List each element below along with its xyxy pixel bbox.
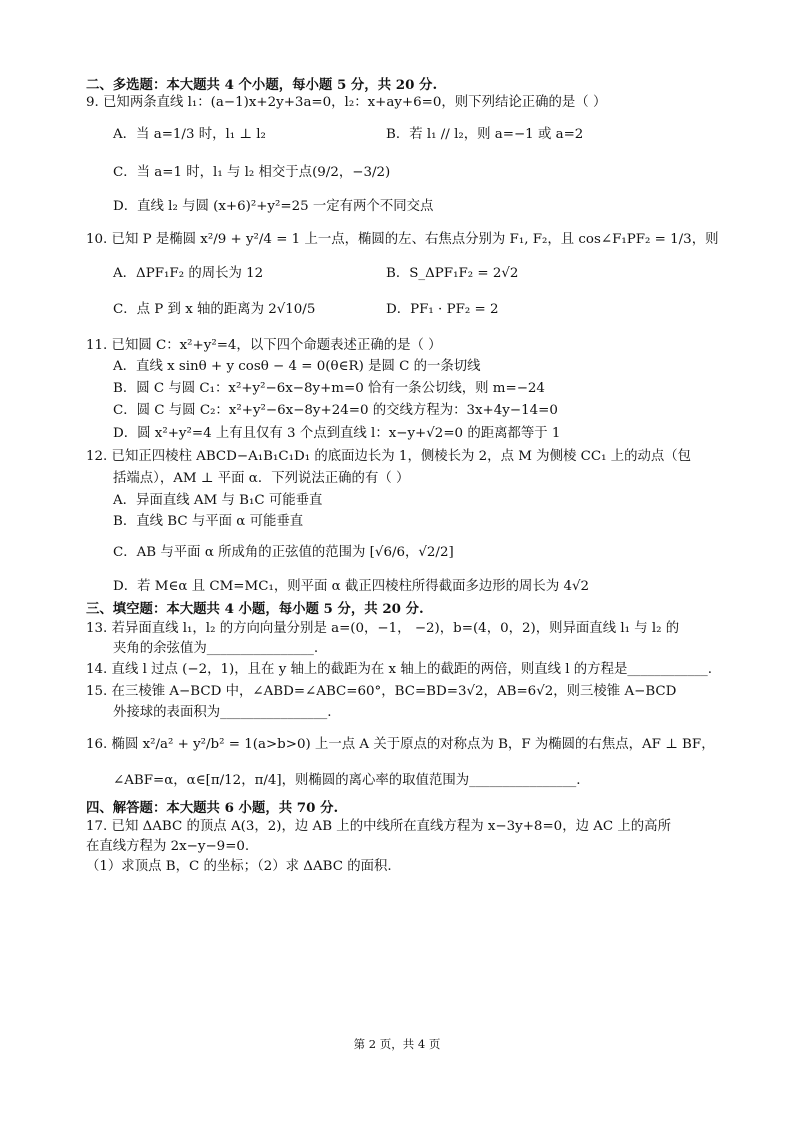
section-solve-heading: 四、解答题：本大题共 6 小题，共 70 分.	[86, 800, 339, 816]
q10-option-a: A．ΔPF₁F₂ 的周长为 12	[113, 266, 264, 281]
section-fill-heading: 三、填空题：本大题共 4 小题，每小题 5 分，共 20 分.	[86, 601, 424, 617]
q12-stem-line1: 12. 已知正四棱柱 ABCD−A₁B₁C₁D₁ 的底面边长为 1，侧棱长为 2，点 M 为侧棱 CC₁ 上的动点（包	[86, 449, 692, 464]
q11-option-c: C．圆 C 与圆 C₂：x²+y²−6x−8y+24=0 的交线方程为：3x+4y−14=0	[113, 403, 558, 418]
section-multi-choice-heading: 二、多选题：本大题共 4 个小题，每小题 5 分，共 20 分.	[86, 77, 438, 93]
q12-stem-line2: 括端点），AM ⊥ 平面 α．下列说法正确的有（ ）	[113, 471, 410, 486]
q17-line3: （1）求顶点 B，C 的坐标；（2）求 ΔABC 的面积.	[86, 859, 392, 874]
q16-line2: ∠ABF=α，α∈[π/12，π/4]，则椭圆的离心率的取值范围为________________.	[113, 773, 581, 788]
q15-line2: 外接球的表面积为________________.	[113, 705, 332, 720]
q11-option-b: B．圆 C 与圆 C₁：x²+y²−6x−8y+m=0 恰有一条公切线，则 m=−24	[113, 381, 545, 396]
q11-option-d: D．圆 x²+y²=4 上有且仅有 3 个点到直线 l：x−y+√2=0 的距离都等于 1	[113, 426, 561, 441]
q9-option-b: B．若 l₁ // l₂，则 a=−1 或 a=2	[386, 127, 584, 142]
q15-line1: 15. 在三棱锥 A−BCD 中，∠ABD=∠ABC=60°，BC=BD=3√2，AB=6√2，则三棱锥 A−BCD	[86, 684, 677, 699]
q12-option-c: C．AB 与平面 α 所成角的正弦值的范围为 [√6/6，√2/2]	[113, 545, 454, 560]
q11-option-a: A．直线 x sinθ + y cosθ − 4 = 0(θ∈R) 是圆 C 的一条切线	[113, 359, 481, 374]
q10-option-d: D．PF₁ · PF₂ = 2	[386, 302, 499, 317]
q13-line1: 13. 若异面直线 l₁，l₂ 的方向向量分别是 a=(0，−1， −2)，b=(4，0，2)，则异面直线 l₁ 与 l₂ 的	[86, 621, 680, 636]
q13-line2: 夹角的余弦值为________________.	[113, 641, 319, 656]
q10-stem: 10. 已知 P 是椭圆 x²/9 + y²/4 = 1 上一点，椭圆的左、右焦点分别为 F₁, F₂，且 cos∠F₁PF₂ = 1/3，则	[86, 232, 719, 247]
q9-stem: 9. 已知两条直线 l₁：(a−1)x+2y+3a=0，l₂：x+ay+6=0，则下列结论正确的是（ ）	[86, 95, 607, 110]
q17-line1: 17. 已知 ΔABC 的顶点 A(3，2)，边 AB 上的中线所在直线方程为 x−3y+8=0，边 AC 上的高所	[86, 819, 671, 834]
q9-option-c: C．当 a=1 时，l₁ 与 l₂ 相交于点(9/2，−3/2)	[113, 165, 391, 180]
q10-option-c: C．点 P 到 x 轴的距离为 2√10/5	[113, 302, 316, 317]
q9-option-a: A．当 a=1/3 时，l₁ ⊥ l₂	[113, 127, 266, 142]
q12-option-b: B．直线 BC 与平面 α 可能垂直	[113, 514, 304, 529]
q16-line1: 16. 椭圆 x²/a² + y²/b² = 1(a>b>0) 上一点 A 关于原点的对称点为 B，F 为椭圆的右焦点，AF ⊥ BF，	[86, 737, 715, 752]
q14-text: 14. 直线 l 过点 (−2，1)，且在 y 轴上的截距为在 x 轴上的截距的两倍，则直线 l 的方程是____________.	[86, 662, 712, 677]
q17-line2: 在直线方程为 2x−y−9=0.	[86, 839, 250, 854]
q12-option-a: A．异面直线 AM 与 B₁C 可能垂直	[113, 493, 323, 508]
q9-option-d: D．直线 l₂ 与圆 (x+6)²+y²=25 一定有两个不同交点	[113, 199, 434, 214]
q11-stem: 11. 已知圆 C：x²+y²=4，以下四个命题表述正确的是（ ）	[86, 338, 442, 353]
q12-option-d: D．若 M∈α 且 CM=MC₁，则平面 α 截正四棱柱所得截面多边形的周长为 4√2	[113, 579, 590, 594]
q10-option-b: B．S_ΔPF₁F₂ = 2√2	[386, 266, 519, 281]
page-footer: 第 2 页，共 4 页	[353, 1037, 441, 1051]
